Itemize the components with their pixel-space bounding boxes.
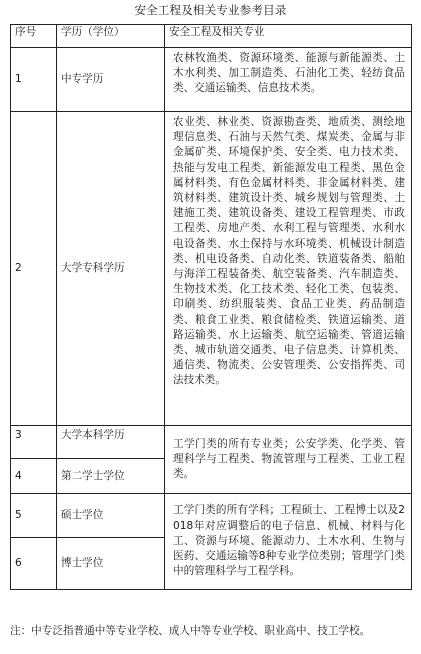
row-majors: 农业类、林业类、资源勘查类、地质类、测绘地理信息类、石油与天然气类、煤炭类、金属与非金属矿类、环境保护类、安全类、电力技术类、热能与发电工程类、新能源发电工程类、黑色金属材料类、有色金属材料类、非金属材料类、建筑材料类、建筑设计类、城乡规划与管理类、土建施工类、建筑设备类、建设工程管理类、市政工程类、房地产类、水利工程与管理类、水利水电设备类、水土保持与水环境类、机械设计制造类、机电设备类、自动化类、铁道装备类、船舶与海洋工程装备类、航空装备类、汽车制造类、生物技术类、化工技术类、轻化工类、包装类、印刷类、纺织服装类、食品工业类、药品制造类、粮食工业类、粮食储检类、铁道运输类、道路运输类、水上运输类、航空运输类、管道运输类、城市轨道交通类、电子信息类、计算机类、通信类、物流类、公安管理类、公安指挥类、司法技术类。 — [165, 112, 412, 426]
table-header-row — [11, 25, 412, 48]
row-no: 1 — [11, 48, 57, 112]
row-no: 2 — [11, 112, 57, 426]
row-majors-merged-5-6: 工学门类的所有学科；工程硕士、工程博士以及2018年对应调整后的电子信息、机械、材料与化工、资源与环境、能源动力、土木水利、生物与医药、交通运输等8种专业学位类别；管理学门类中的管理科学与工程学科。 — [165, 494, 412, 590]
row-no: 6 — [11, 538, 57, 590]
row-majors: 农林牧渔类、资源环境类、能源与新能源类、土木水利类、加工制造类、石油化工类、轻纺食品类、交通运输类、信息技术类。 — [165, 48, 412, 112]
footnote: 注：中专泛指普通中等专业学校、成人中等专业学校、职业高中、技工学校。 — [10, 625, 371, 637]
table-row — [11, 48, 412, 112]
row-no: 3 — [11, 426, 57, 459]
table-row — [11, 426, 412, 459]
row-degree: 第二学士学位 — [57, 459, 165, 494]
row-majors-merged-3-4: 工学门类的所有专业类；公安学类、化学类、管理科学与工程类、物流管理与工程类、工业工程类。 — [165, 426, 412, 494]
row-degree: 大学本科学历 — [57, 426, 165, 459]
row-degree: 大学专科学历 — [57, 112, 165, 426]
row-degree: 中专学历 — [57, 48, 165, 112]
table-row — [11, 494, 412, 538]
majors-reference-table — [10, 24, 412, 590]
row-degree: 博士学位 — [57, 538, 165, 590]
table-row — [11, 112, 412, 426]
header-degree: 学历（学位） — [57, 25, 165, 48]
row-no: 4 — [11, 459, 57, 494]
header-majors: 安全工程及相关专业 — [165, 25, 412, 48]
row-no: 5 — [11, 494, 57, 538]
page-title: 安全工程及相关专业参考目录 — [134, 3, 287, 17]
header-no: 序号 — [11, 25, 57, 48]
row-degree: 硕士学位 — [57, 494, 165, 538]
